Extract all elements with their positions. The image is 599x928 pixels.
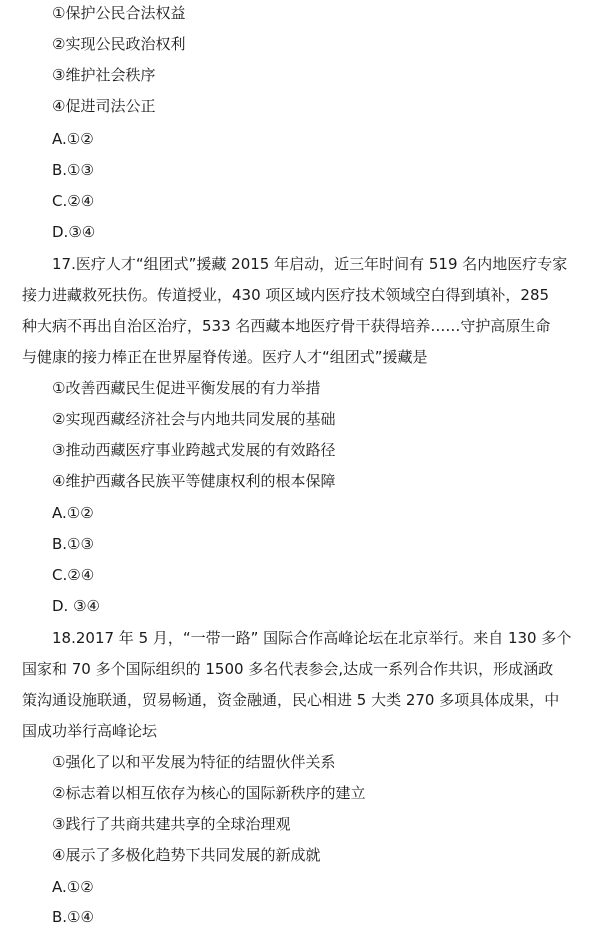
q18-stem-line-4: 国成功举行高峰论坛 bbox=[22, 722, 158, 740]
q16-choice-b: B.①③ bbox=[52, 161, 94, 179]
q17-item-3: ③推动西藏医疗事业跨越式发展的有效路径 bbox=[52, 441, 336, 459]
q18-choice-b: B.①④ bbox=[52, 908, 94, 926]
q18-item-3: ③践行了共商共建共享的全球治理观 bbox=[52, 815, 291, 833]
q18-item-2: ②标志着以相互依存为核心的国际新秩序的建立 bbox=[52, 784, 366, 802]
q17-choice-d: D. ③④ bbox=[52, 597, 100, 615]
q18-stem-line-3: 策沟通设施联通，贸易畅通，资金融通，民心相进 5 大类 270 多项具体成果，中 bbox=[22, 691, 560, 709]
q17-item-2: ②实现西藏经济社会与内地共同发展的基础 bbox=[52, 410, 336, 428]
q18-stem-line-2: 国家和 70 多个国际组织的 1500 多名代表参会,达成一系列合作共识，形成涵政 bbox=[22, 660, 554, 678]
q17-choice-c: C.②④ bbox=[52, 566, 95, 584]
q18-stem-line-1: 18.2017 年 5 月，“一带一路” 国际合作高峰论坛在北京举行。来自 130 多个 bbox=[52, 629, 572, 647]
q17-item-4: ④维护西藏各民族平等健康权利的根本保障 bbox=[52, 472, 336, 490]
q18-item-4: ④展示了多极化趋势下共同发展的新成就 bbox=[52, 846, 321, 864]
q17-stem-line-3: 种大病不再出自治区治疗，533 名西藏本地医疗骨干获得培养……守护高原生命 bbox=[22, 317, 551, 335]
q16-item-3: ③维护社会秩序 bbox=[52, 66, 156, 84]
q18-item-1: ①强化了以和平发展为特征的结盟伙伴关系 bbox=[52, 753, 336, 771]
q16-item-1: ①保护公民合法权益 bbox=[52, 4, 186, 22]
q16-item-4: ④促进司法公正 bbox=[52, 97, 156, 115]
q17-stem-line-4: 与健康的接力棒正在世界屋脊传递。医疗人才“组团式”援藏是 bbox=[22, 348, 428, 366]
q16-item-2: ②实现公民政治权利 bbox=[52, 35, 186, 53]
q18-choice-a: A.①② bbox=[52, 878, 94, 896]
q16-choice-d: D.③④ bbox=[52, 223, 96, 241]
q17-choice-b: B.①③ bbox=[52, 535, 94, 553]
q17-item-1: ①改善西藏民生促进平衡发展的有力举措 bbox=[52, 379, 321, 397]
q16-choice-a: A.①② bbox=[52, 130, 94, 148]
q17-choice-a: A.①② bbox=[52, 504, 94, 522]
q17-stem-line-2: 接力进藏救死扶伤。传道授业，430 项区域内医疗技术领域空白得到填补，285 bbox=[22, 286, 550, 304]
q16-choice-c: C.②④ bbox=[52, 192, 95, 210]
q17-stem-line-1: 17.医疗人才“组团式”援藏 2015 年启动，近三年时间有 519 名内地医疗专家 bbox=[52, 255, 568, 273]
